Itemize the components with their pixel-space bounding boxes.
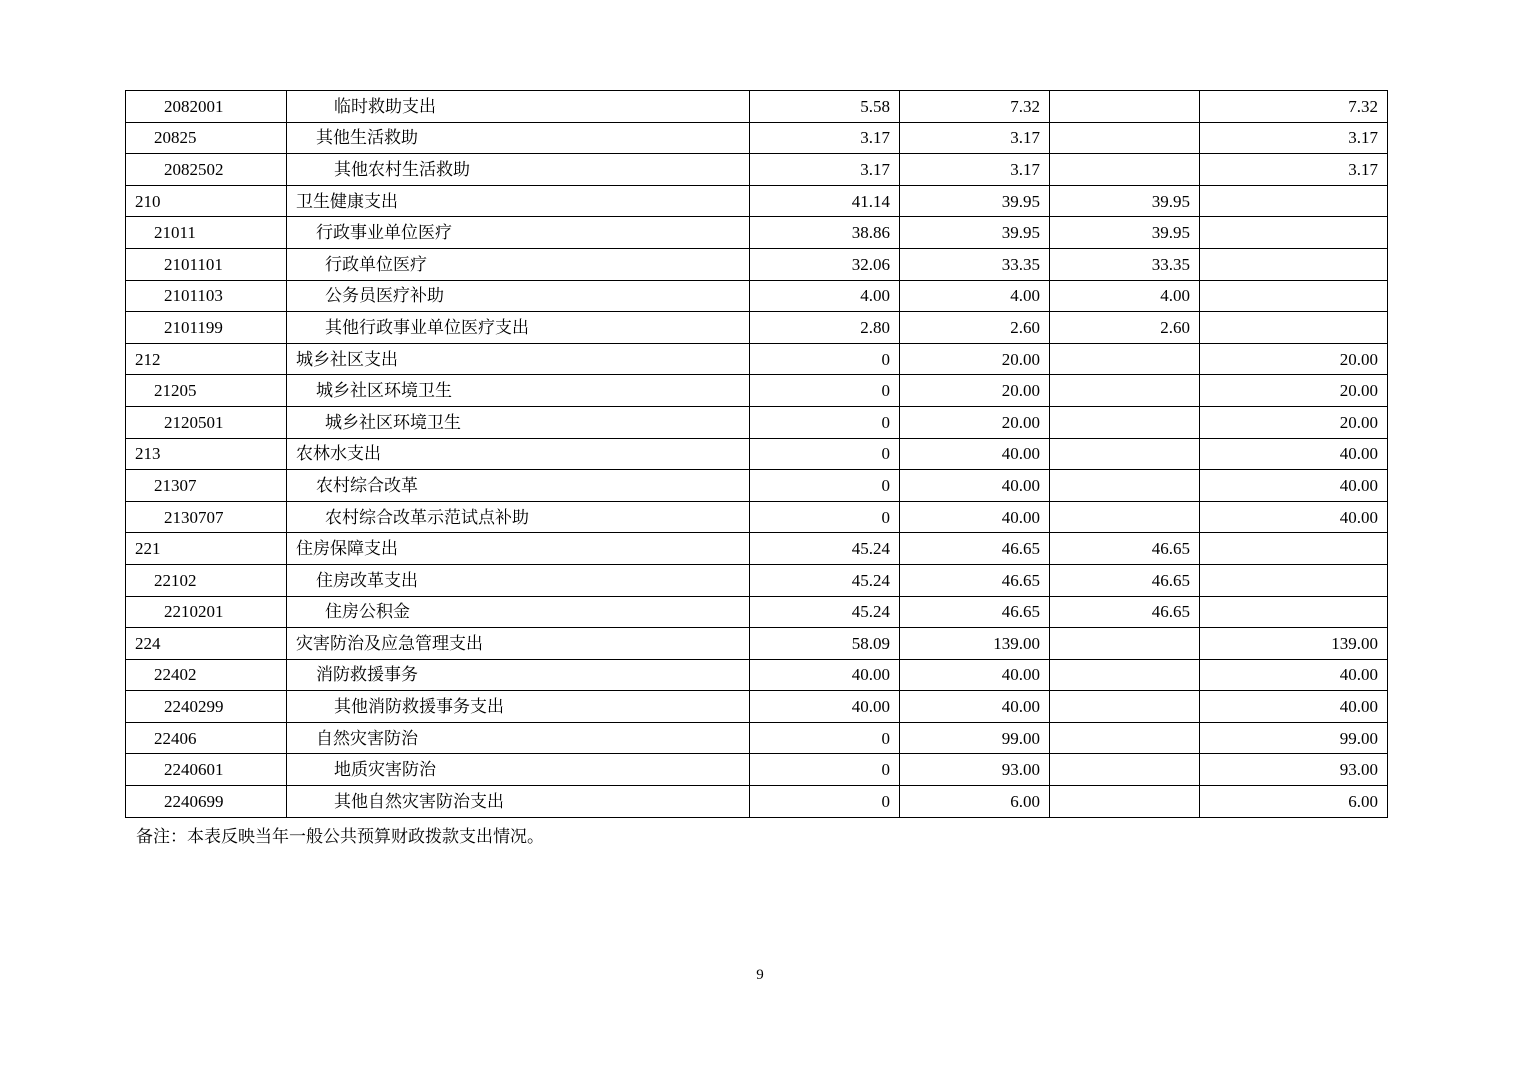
table-row <box>126 628 1388 660</box>
value-col-3: 46.65 <box>1050 596 1200 628</box>
value-col-2: 46.65 <box>900 533 1050 565</box>
table-row <box>126 375 1388 407</box>
subject-name: 住房公积金 <box>287 596 750 628</box>
value-col-4 <box>1200 280 1388 312</box>
subject-code: 2240299 <box>126 691 287 723</box>
value-col-4: 20.00 <box>1200 343 1388 375</box>
subject-code: 22102 <box>126 564 287 596</box>
subject-name: 城乡社区支出 <box>287 343 750 375</box>
subject-code: 21205 <box>126 375 287 407</box>
value-col-3 <box>1050 406 1200 438</box>
subject-name: 地质灾害防治 <box>287 754 750 786</box>
value-col-2: 40.00 <box>900 501 1050 533</box>
value-col-3 <box>1050 470 1200 502</box>
value-col-1: 0 <box>750 375 900 407</box>
value-col-1: 0 <box>750 722 900 754</box>
subject-code: 2210201 <box>126 596 287 628</box>
value-col-3: 39.95 <box>1050 217 1200 249</box>
subject-code: 2082001 <box>126 91 287 123</box>
value-col-1: 0 <box>750 406 900 438</box>
value-col-3 <box>1050 91 1200 123</box>
value-col-2: 40.00 <box>900 691 1050 723</box>
subject-code: 2101199 <box>126 312 287 344</box>
subject-code: 20825 <box>126 122 287 154</box>
value-col-3: 4.00 <box>1050 280 1200 312</box>
subject-name: 农村综合改革 <box>287 470 750 502</box>
subject-code: 2130707 <box>126 501 287 533</box>
subject-code: 2101101 <box>126 248 287 280</box>
value-col-1: 3.17 <box>750 122 900 154</box>
value-col-1: 45.24 <box>750 596 900 628</box>
value-col-4: 40.00 <box>1200 659 1388 691</box>
table-footnote: 备注：本表反映当年一般公共预算财政拨款支出情况。 <box>136 827 544 846</box>
value-col-2: 93.00 <box>900 754 1050 786</box>
subject-code: 221 <box>126 533 287 565</box>
value-col-3 <box>1050 786 1200 818</box>
subject-code: 22402 <box>126 659 287 691</box>
value-col-1: 0 <box>750 786 900 818</box>
value-col-2: 39.95 <box>900 185 1050 217</box>
value-col-1: 0 <box>750 501 900 533</box>
value-col-4: 3.17 <box>1200 154 1388 186</box>
value-col-4: 40.00 <box>1200 501 1388 533</box>
table-row <box>126 185 1388 217</box>
subject-name: 行政事业单位医疗 <box>287 217 750 249</box>
table-row <box>126 754 1388 786</box>
value-col-1: 38.86 <box>750 217 900 249</box>
subject-name: 其他消防救援事务支出 <box>287 691 750 723</box>
subject-name: 卫生健康支出 <box>287 185 750 217</box>
value-col-4 <box>1200 185 1388 217</box>
table-body <box>126 91 1388 818</box>
value-col-3 <box>1050 628 1200 660</box>
value-col-2: 139.00 <box>900 628 1050 660</box>
value-col-4: 3.17 <box>1200 122 1388 154</box>
subject-code: 213 <box>126 438 287 470</box>
value-col-3 <box>1050 501 1200 533</box>
value-col-4 <box>1200 596 1388 628</box>
value-col-3: 39.95 <box>1050 185 1200 217</box>
value-col-2: 20.00 <box>900 343 1050 375</box>
value-col-1: 0 <box>750 343 900 375</box>
value-col-4: 99.00 <box>1200 722 1388 754</box>
value-col-1: 0 <box>750 470 900 502</box>
table-row <box>126 659 1388 691</box>
subject-name: 城乡社区环境卫生 <box>287 406 750 438</box>
value-col-3: 33.35 <box>1050 248 1200 280</box>
value-col-1: 2.80 <box>750 312 900 344</box>
subject-code: 21307 <box>126 470 287 502</box>
table-row <box>126 248 1388 280</box>
value-col-1: 4.00 <box>750 280 900 312</box>
value-col-3: 2.60 <box>1050 312 1200 344</box>
table-row <box>126 217 1388 249</box>
table-row <box>126 91 1388 123</box>
table-row <box>126 786 1388 818</box>
subject-code: 21011 <box>126 217 287 249</box>
subject-name: 其他农村生活救助 <box>287 154 750 186</box>
table-row <box>126 122 1388 154</box>
table-row <box>126 722 1388 754</box>
subject-name: 自然灾害防治 <box>287 722 750 754</box>
page-number: 9 <box>756 967 764 983</box>
value-col-2: 3.17 <box>900 122 1050 154</box>
value-col-4: 6.00 <box>1200 786 1388 818</box>
value-col-1: 40.00 <box>750 691 900 723</box>
table-row <box>126 596 1388 628</box>
subject-name: 城乡社区环境卫生 <box>287 375 750 407</box>
value-col-4: 40.00 <box>1200 438 1388 470</box>
value-col-4: 20.00 <box>1200 375 1388 407</box>
value-col-1: 5.58 <box>750 91 900 123</box>
subject-code: 2240601 <box>126 754 287 786</box>
subject-name: 住房保障支出 <box>287 533 750 565</box>
value-col-1: 41.14 <box>750 185 900 217</box>
value-col-2: 2.60 <box>900 312 1050 344</box>
value-col-4 <box>1200 248 1388 280</box>
table-row <box>126 154 1388 186</box>
value-col-2: 7.32 <box>900 91 1050 123</box>
value-col-1: 0 <box>750 754 900 786</box>
subject-code: 2082502 <box>126 154 287 186</box>
table-row <box>126 312 1388 344</box>
value-col-3: 46.65 <box>1050 533 1200 565</box>
value-col-1: 58.09 <box>750 628 900 660</box>
table-row <box>126 691 1388 723</box>
value-col-4 <box>1200 312 1388 344</box>
value-col-2: 3.17 <box>900 154 1050 186</box>
subject-name: 公务员医疗补助 <box>287 280 750 312</box>
subject-name: 其他生活救助 <box>287 122 750 154</box>
value-col-4: 40.00 <box>1200 691 1388 723</box>
value-col-2: 20.00 <box>900 375 1050 407</box>
value-col-1: 45.24 <box>750 564 900 596</box>
value-col-3 <box>1050 754 1200 786</box>
subject-name: 灾害防治及应急管理支出 <box>287 628 750 660</box>
value-col-2: 46.65 <box>900 596 1050 628</box>
value-col-4 <box>1200 564 1388 596</box>
value-col-2: 99.00 <box>900 722 1050 754</box>
table-row <box>126 501 1388 533</box>
value-col-2: 6.00 <box>900 786 1050 818</box>
value-col-1: 0 <box>750 438 900 470</box>
subject-name: 住房改革支出 <box>287 564 750 596</box>
value-col-3 <box>1050 375 1200 407</box>
value-col-4: 139.00 <box>1200 628 1388 660</box>
value-col-1: 3.17 <box>750 154 900 186</box>
value-col-2: 40.00 <box>900 470 1050 502</box>
value-col-4 <box>1200 217 1388 249</box>
value-col-1: 32.06 <box>750 248 900 280</box>
subject-code: 212 <box>126 343 287 375</box>
subject-name: 行政单位医疗 <box>287 248 750 280</box>
value-col-3 <box>1050 659 1200 691</box>
budget-expenditure-table <box>125 90 1388 818</box>
subject-name: 农村综合改革示范试点补助 <box>287 501 750 533</box>
value-col-3 <box>1050 722 1200 754</box>
subject-code: 210 <box>126 185 287 217</box>
value-col-3 <box>1050 438 1200 470</box>
subject-name: 消防救援事务 <box>287 659 750 691</box>
table-row <box>126 564 1388 596</box>
table-row <box>126 343 1388 375</box>
subject-name: 其他自然灾害防治支出 <box>287 786 750 818</box>
value-col-4: 7.32 <box>1200 91 1388 123</box>
value-col-3 <box>1050 691 1200 723</box>
table-row <box>126 438 1388 470</box>
value-col-3 <box>1050 122 1200 154</box>
subject-name: 农林水支出 <box>287 438 750 470</box>
subject-code: 2240699 <box>126 786 287 818</box>
value-col-2: 46.65 <box>900 564 1050 596</box>
table-row <box>126 406 1388 438</box>
value-col-4 <box>1200 533 1388 565</box>
value-col-2: 40.00 <box>900 438 1050 470</box>
subject-code: 2120501 <box>126 406 287 438</box>
value-col-2: 20.00 <box>900 406 1050 438</box>
subject-code: 2101103 <box>126 280 287 312</box>
value-col-2: 39.95 <box>900 217 1050 249</box>
table-row <box>126 533 1388 565</box>
value-col-4: 40.00 <box>1200 470 1388 502</box>
subject-name: 临时救助支出 <box>287 91 750 123</box>
value-col-2: 40.00 <box>900 659 1050 691</box>
subject-code: 224 <box>126 628 287 660</box>
subject-name: 其他行政事业单位医疗支出 <box>287 312 750 344</box>
value-col-3 <box>1050 154 1200 186</box>
value-col-2: 4.00 <box>900 280 1050 312</box>
value-col-4: 93.00 <box>1200 754 1388 786</box>
value-col-3: 46.65 <box>1050 564 1200 596</box>
value-col-1: 40.00 <box>750 659 900 691</box>
table-row <box>126 280 1388 312</box>
table-row <box>126 470 1388 502</box>
value-col-4: 20.00 <box>1200 406 1388 438</box>
value-col-1: 45.24 <box>750 533 900 565</box>
value-col-2: 33.35 <box>900 248 1050 280</box>
value-col-3 <box>1050 343 1200 375</box>
subject-code: 22406 <box>126 722 287 754</box>
